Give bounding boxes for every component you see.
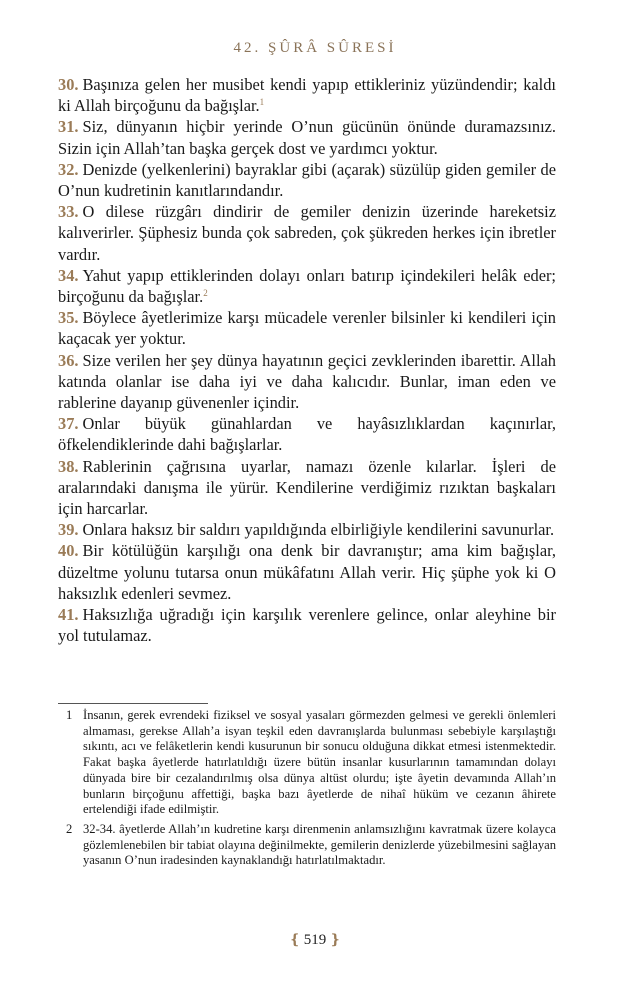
verse-40 — [58, 540, 556, 604]
footnote-2 — [58, 822, 556, 869]
verse-text: Bir kötülüğün karşılığı ona denk bir davranıştır; ama kim bağışlar, düzeltme yolunu tutarsa onun mükâfatını Allah verir. Hiç şüphe yok ki O haksızlık edenleri sevmez. — [58, 541, 556, 603]
footnote-divider — [58, 703, 208, 704]
verse-text: Rablerinin çağrısına uyarlar, namazı özenle kılarlar. İşleri de aralarındaki danışma ile yürür. Kendilerine verdiğimiz rızıktan başkaları için harcarlar. — [58, 456, 556, 519]
verse-text: Onlara haksız bir saldırı yapıldığında elbirliğiyle kendilerini savunurlar. — [82, 520, 555, 540]
verse-30 — [58, 74, 556, 116]
verse-38 — [58, 456, 556, 520]
verse-number: 41. — [58, 605, 79, 625]
verse-text: O dilese rüzgârı dindirir de gemiler denizin üzerinde hareketsiz kalıverirler. Şüphesiz bunda çok sabreden, çok şükreden herkes için ibretler vardır. — [58, 202, 556, 264]
verse-number: 39. — [58, 520, 79, 540]
verse-number: 40. — [58, 541, 79, 561]
verse-text: Denizde (yelkenlerini) bayraklar gibi (açarak) süzülüp giden gemiler de O’nun kudretinin kanıtlarındandır. — [58, 159, 556, 201]
verse-text: Başınıza gelen her musibet kendi yapıp ettikleriniz yüzündendir; kaldı ki Allah birçoğunu da bağışlar. — [58, 75, 556, 116]
page-number: 519 — [303, 932, 327, 948]
verse-31 — [58, 116, 556, 158]
footnote-text: 32-34. âyetlerde Allah’ın kudretine karşı direnmenin anlamsızlığını kavratmak üzere kolayca gözlemlenebilen bir tabiat olayına değinilmekte, gemilerin denizlerde yüzebilmesini sağlayan yasanın O’nun iradesinden kaynaklandığı hatırlatılmaktadır. — [83, 821, 556, 868]
verse-37 — [58, 413, 556, 455]
ornament-right-icon: ❵ — [329, 933, 341, 948]
verse-34 — [58, 265, 556, 307]
running-header: 42. ŞÛRÂ SÛRESİ — [233, 40, 397, 56]
verse-text: Yahut yapıp ettiklerinden dolayı onları batırıp içindekileri helâk eder; birçoğunu da bağışlar. — [58, 265, 556, 307]
verse-32 — [58, 159, 556, 201]
ornament-left-icon: ❴ — [289, 933, 301, 948]
footnote-1 — [58, 708, 556, 818]
verse-33 — [58, 201, 556, 265]
verse-text: Haksızlığa uğradığı için karşılık verenlere gelince, onlar aleyhine bir yol tutulamaz. — [58, 605, 556, 646]
verse-number: 30. — [58, 75, 79, 94]
footnote-ref[interactable]: 1 — [259, 97, 265, 108]
verse-number: 37. — [58, 414, 79, 434]
verse-39 — [58, 519, 556, 540]
footnote-number: 1 — [66, 708, 73, 722]
verse-text: Onlar büyük günahlardan ve hayâsızlıklardan kaçınırlar, öfkelendiklerinde dahi bağışlarlar. — [58, 414, 556, 455]
verse-text: Siz, dünyanın hiçbir yerinde O’nun gücünün önünde duramazsınız. Sizin için Allah’tan başka gerçek dost ve yardımcı yoktur. — [58, 117, 556, 158]
verse-text: Size verilen her şey dünya hayatının geçici zevklerinden ibarettir. Allah katında olanlar ise daha iyi ve daha kalıcıdır. Bunlar, iman eden ve rablerine dayanıp güvenenler içindir. — [58, 350, 556, 413]
verse-35 — [58, 307, 556, 349]
verse-number: 38. — [58, 456, 79, 476]
page-number-footer — [0, 932, 630, 949]
verse-number: 35. — [58, 308, 79, 328]
verse-number: 33. — [58, 202, 79, 222]
footnote-ref[interactable]: 2 — [203, 288, 208, 299]
verse-number: 32. — [58, 159, 79, 179]
footnotes — [58, 708, 556, 873]
verse-body — [58, 74, 556, 646]
verse-number: 34. — [58, 265, 79, 285]
verse-text: Böylece âyetlerimize karşı mücadele verenler bilsinler ki kendileri için kaçacak yer yoktur. — [58, 308, 556, 349]
verse-36 — [58, 350, 556, 414]
verse-number: 31. — [58, 117, 79, 137]
verse-number: 36. — [58, 350, 79, 370]
verse-41 — [58, 604, 556, 646]
footnote-text: İnsanın, gerek evrendeki fiziksel ve sosyal yasaları görmezden gelmesi ve gerekli önlemleri almaması, gerekse Allah’a isyan teşkil eden davranışlarda bulunması sebebiyle karşılaştığı sıkıntı, acı ve felâketlerin kendi kusurunun bir sonucu olduğuna dikkat etmesi istenmektedir. Fakat başka âyetlerde hatırlatıldığı üzere bütün insanlar kusurlarının tamamından dolayı dünyada bire bir cezalandırılmış olsa dünya altüst olurdu; işte âyetin devamında Allah’ın bunların birçoğunu affettiği, başka bazı âyetlerde de nihaî hüküm ve cezanın âhirete ertelendiği ifade edilmiştir. — [83, 708, 556, 817]
footnote-number: 2 — [66, 821, 73, 836]
